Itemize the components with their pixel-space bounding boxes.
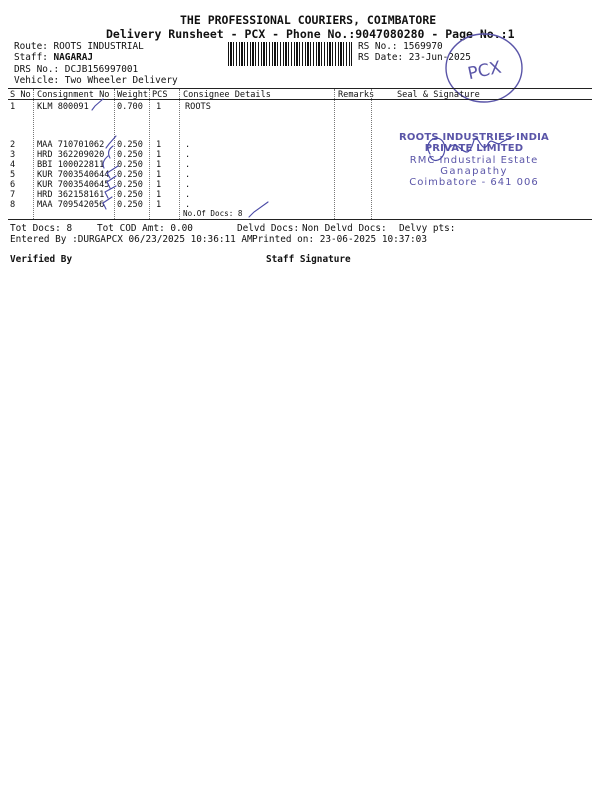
cell-sno: 6 <box>10 180 16 190</box>
table-header-border <box>8 99 592 100</box>
tick-icon <box>92 99 103 110</box>
rs-date: RS Date: 23-Jun-2025 <box>358 52 471 63</box>
col-header-pcs: PCS <box>152 90 168 100</box>
col-header-weight: Weight <box>117 90 149 100</box>
cell-consignee: ROOTS <box>185 102 211 112</box>
tick-icon <box>249 202 268 217</box>
cell-consignment: HRD 362209020 <box>37 150 105 160</box>
cell-weight: 0.700 <box>117 102 143 112</box>
stamp-city: Coimbatore - 641 006 <box>409 177 539 188</box>
route-label: Route: ROOTS INDUSTRIAL <box>14 41 144 52</box>
pcx-seal-text: PCX <box>466 57 504 85</box>
delivery-points: Delvy pts: <box>399 223 456 234</box>
cell-consignee: . <box>185 190 191 200</box>
cell-pcs: 1 <box>156 102 162 112</box>
cell-pcs: 1 <box>156 180 162 190</box>
col-divider <box>33 89 34 219</box>
tick-icon <box>109 146 113 158</box>
cell-consignee: . <box>185 180 191 190</box>
col-divider <box>114 89 115 219</box>
receiver-signature <box>418 126 528 176</box>
cell-sno: 8 <box>10 200 16 210</box>
stamp-company-name: ROOTS INDUSTRIES INDIA PRIVATE LIMITED <box>399 132 549 154</box>
cell-sno: 5 <box>10 170 16 180</box>
entered-by: Entered By :DURGAPCX 06/23/2025 10:36:11 AM <box>10 234 253 245</box>
cell-consignment: HRD 362158161 <box>37 190 105 200</box>
cell-pcs: 1 <box>156 140 162 150</box>
cell-pcs: 1 <box>156 150 162 160</box>
cell-consignee: . <box>185 160 191 170</box>
cell-weight: 0.250 <box>117 190 143 200</box>
cell-consignee: . <box>185 150 191 160</box>
vehicle-type: Vehicle: Two Wheeler Delivery <box>14 75 178 86</box>
cell-pcs: 1 <box>156 170 162 180</box>
staff-name: NAGARAJ <box>53 52 94 63</box>
cell-consignment: MAA 710701062 <box>37 140 105 150</box>
cell-sno: 4 <box>10 160 16 170</box>
non-delivered-docs: Non Delvd Docs: <box>302 223 387 234</box>
cell-weight: 0.250 <box>117 140 143 150</box>
cell-consignment: KUR 7003540645 <box>37 180 110 190</box>
tot-docs: Tot Docs: 8 <box>10 223 73 234</box>
col-header-seal: Seal & Signature <box>397 90 480 100</box>
totals-top-border <box>8 219 592 220</box>
cell-consignment: BBI 100022811 <box>37 160 105 170</box>
cell-pcs: 1 <box>156 160 162 170</box>
col-divider <box>371 89 372 219</box>
cell-weight: 0.250 <box>117 180 143 190</box>
staff-line <box>14 52 93 63</box>
cell-weight: 0.250 <box>117 170 143 180</box>
cell-consignee: . <box>185 170 191 180</box>
tick-icon <box>103 197 112 209</box>
staff-label: Staff: <box>14 52 54 63</box>
cell-sno: 3 <box>10 150 16 160</box>
cell-consignment: MAA 709542056 <box>37 200 105 210</box>
drs-number: DRS No.: DCJB156997001 <box>14 64 139 75</box>
cell-sno: 2 <box>10 140 16 150</box>
stamp-area: Ganapathy <box>440 166 508 177</box>
col-header-sno: S No <box>10 90 31 100</box>
table-top-border <box>8 88 592 89</box>
cell-consignee: . <box>185 140 191 150</box>
verified-by-label: Verified By <box>10 254 73 265</box>
runsheet-subtitle: Delivery Runsheet - PCX - Phone No.:9047080280 - Page No.:1 <box>106 27 515 41</box>
col-divider <box>149 89 150 219</box>
cell-consignee: . <box>185 200 191 210</box>
cell-pcs: 1 <box>156 200 162 210</box>
cell-sno: 1 <box>10 102 16 112</box>
cell-consignment: KLM 800091 <box>37 102 89 112</box>
document-title: THE PROFESSIONAL COURIERS, COIMBATORE <box>180 13 437 27</box>
stamp-estate: RMC Industrial Estate <box>409 155 539 166</box>
col-divider <box>179 89 180 219</box>
no-of-docs: No.Of Docs: 8 <box>183 209 243 218</box>
cell-weight: 0.250 <box>117 150 143 160</box>
col-divider <box>334 89 335 219</box>
staff-signature-label: Staff Signature <box>266 254 351 265</box>
cell-weight: 0.250 <box>117 160 143 170</box>
rs-number: RS No.: 1569970 <box>358 41 443 52</box>
cell-pcs: 1 <box>156 190 162 200</box>
cell-sno: 7 <box>10 190 16 200</box>
col-header-consignment: Consignment No <box>37 90 110 100</box>
barcode <box>228 42 352 66</box>
cell-weight: 0.250 <box>117 200 143 210</box>
printed-on: Printed on: 23-06-2025 10:37:03 <box>252 234 427 245</box>
delivered-docs: Delvd Docs: <box>237 223 300 234</box>
tot-cod-amount: Tot COD Amt: 0.00 <box>97 223 193 234</box>
cell-consignment: KUR 7003540644 <box>37 170 110 180</box>
col-header-consignee: Consignee Details <box>183 90 271 100</box>
col-header-remarks: Remarks <box>338 90 375 100</box>
